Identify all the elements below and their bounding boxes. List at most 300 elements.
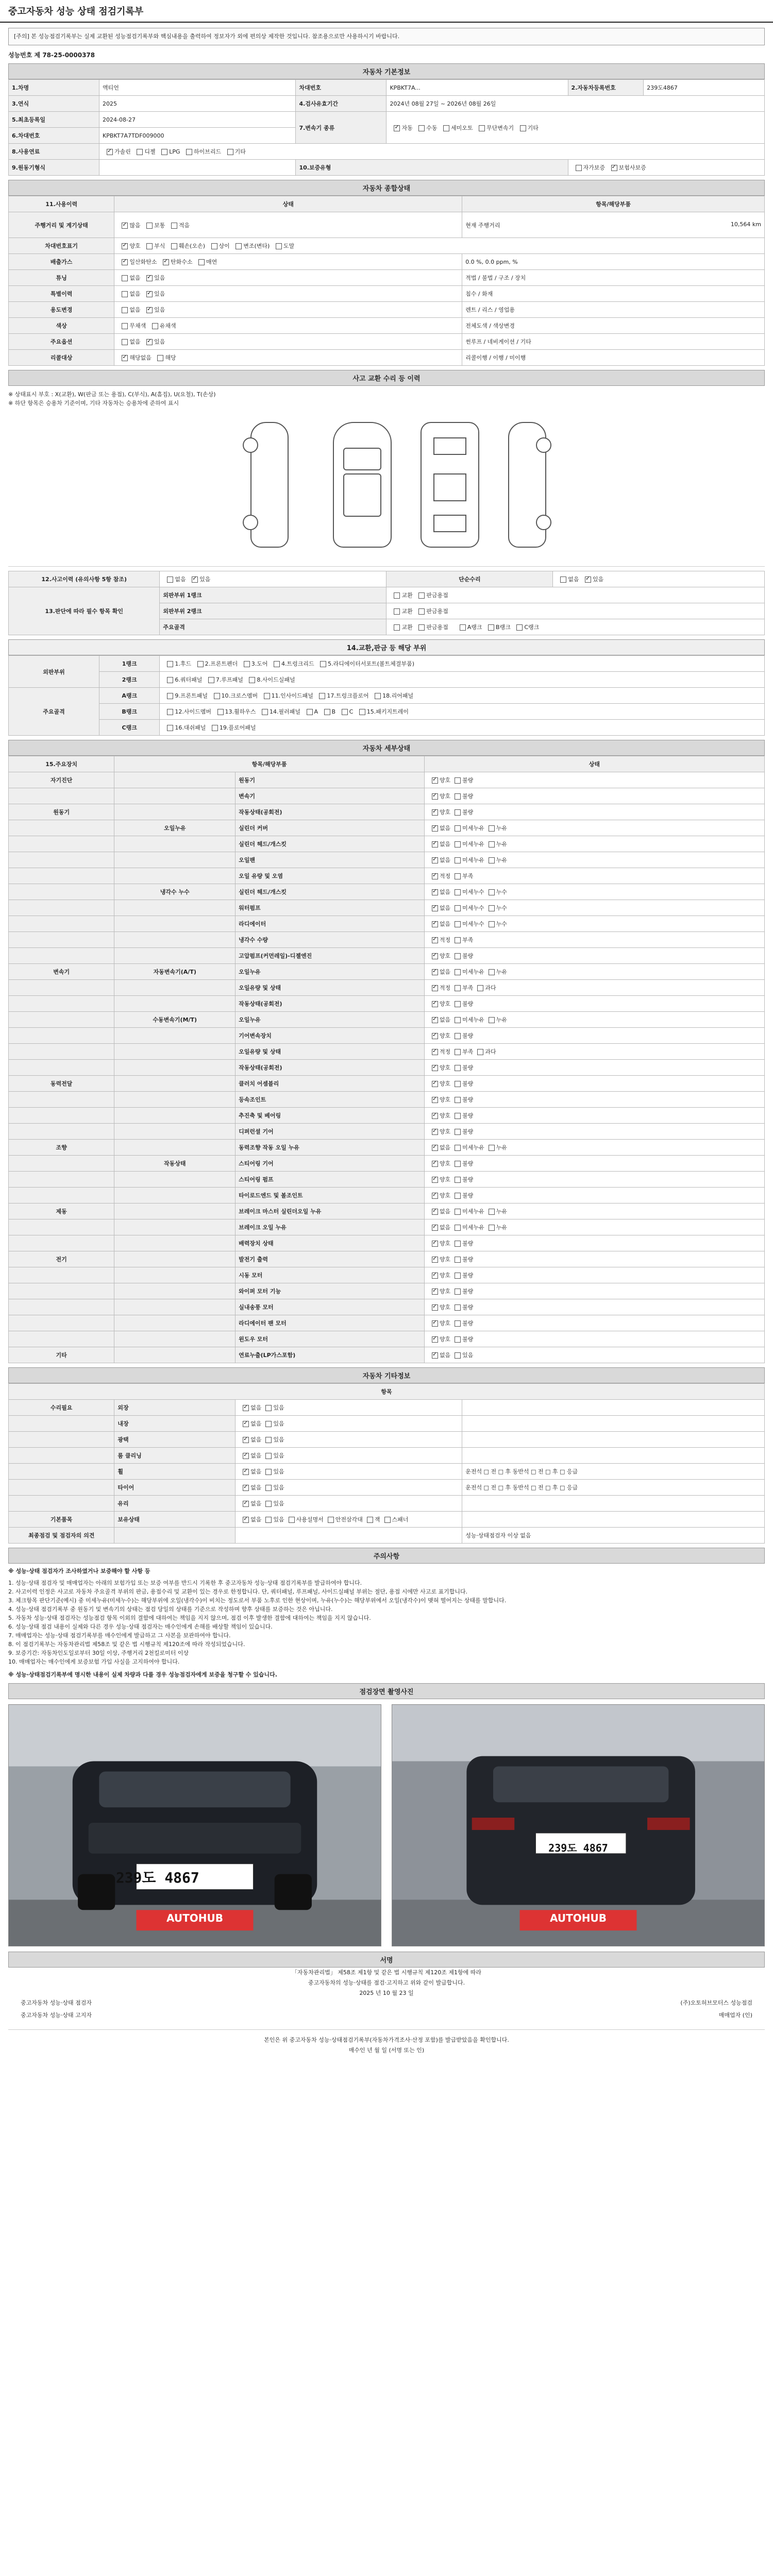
checkbox[interactable] bbox=[455, 825, 461, 832]
item-label: 클러치 어셈블리 bbox=[236, 1076, 425, 1092]
frame-member bbox=[433, 437, 466, 455]
group-label bbox=[9, 1235, 114, 1251]
option-label: 스패너 bbox=[392, 1516, 409, 1523]
checkbox[interactable] bbox=[477, 985, 483, 991]
sub-label: 오일누유 bbox=[114, 820, 236, 836]
checkbox[interactable] bbox=[418, 592, 425, 599]
checkbox[interactable] bbox=[585, 577, 591, 583]
checkbox[interactable] bbox=[432, 1304, 438, 1311]
checkbox[interactable] bbox=[146, 307, 153, 313]
item-label: 등속조인트 bbox=[236, 1092, 425, 1108]
state-options bbox=[236, 1448, 462, 1464]
option-label: 기타 bbox=[234, 148, 246, 155]
checkbox[interactable] bbox=[432, 1097, 438, 1103]
checkbox[interactable] bbox=[146, 339, 153, 345]
option-label: 없음 bbox=[439, 905, 451, 911]
checkbox[interactable] bbox=[262, 709, 268, 715]
option-label: 없음 bbox=[250, 1468, 262, 1475]
checkbox[interactable] bbox=[122, 323, 128, 329]
checkbox[interactable] bbox=[186, 149, 192, 155]
option-label: 불량 bbox=[462, 1256, 474, 1263]
checkbox[interactable] bbox=[455, 1257, 461, 1263]
option-label: A랭크 bbox=[467, 624, 482, 631]
group-label bbox=[9, 1060, 114, 1076]
checkbox[interactable] bbox=[432, 793, 438, 800]
item-label: 실린더 커버 bbox=[236, 820, 425, 836]
checkbox[interactable] bbox=[455, 1352, 461, 1359]
basic-info-table bbox=[8, 79, 765, 176]
checkbox[interactable] bbox=[167, 577, 173, 583]
checker-value: 매매업자 (인) bbox=[718, 2012, 752, 2019]
checkbox[interactable] bbox=[432, 1225, 438, 1231]
checkbox[interactable] bbox=[146, 291, 153, 297]
checkbox[interactable] bbox=[455, 1049, 461, 1055]
option-label: 있음 bbox=[273, 1468, 284, 1475]
checkbox[interactable] bbox=[146, 275, 153, 281]
checkbox[interactable] bbox=[443, 125, 449, 131]
checkbox[interactable] bbox=[236, 243, 242, 249]
checkbox[interactable] bbox=[455, 1017, 461, 1023]
checkbox[interactable] bbox=[455, 1289, 461, 1295]
receipt-block bbox=[8, 2029, 765, 2056]
checkbox[interactable] bbox=[489, 857, 495, 863]
checkbox[interactable] bbox=[455, 793, 461, 800]
table-row bbox=[9, 1108, 765, 1124]
checkbox[interactable] bbox=[171, 223, 177, 229]
checkbox[interactable] bbox=[367, 1517, 373, 1523]
option-label: 탄화수소 bbox=[171, 259, 193, 265]
checkbox[interactable] bbox=[455, 873, 461, 879]
checkbox[interactable] bbox=[432, 1001, 438, 1007]
checkbox[interactable] bbox=[394, 624, 400, 631]
rank-label: 2랭크 bbox=[99, 672, 160, 688]
checkbox[interactable] bbox=[107, 149, 113, 155]
checkbox[interactable] bbox=[432, 1257, 438, 1263]
checkbox[interactable] bbox=[319, 693, 325, 699]
checkbox[interactable] bbox=[489, 1209, 495, 1215]
checkbox[interactable] bbox=[122, 243, 128, 249]
group-label bbox=[9, 884, 114, 900]
sub-label bbox=[114, 1076, 236, 1092]
checkbox[interactable] bbox=[274, 661, 280, 667]
item-label: 배력장치 상태 bbox=[236, 1235, 425, 1251]
checkbox[interactable] bbox=[489, 905, 495, 911]
checkbox[interactable] bbox=[460, 624, 466, 631]
checkbox[interactable] bbox=[122, 259, 128, 265]
checkbox[interactable] bbox=[394, 608, 400, 615]
checkbox[interactable] bbox=[171, 243, 177, 249]
checkbox[interactable] bbox=[265, 1517, 272, 1523]
option-label: 미세누유 bbox=[462, 1144, 484, 1151]
checkbox[interactable] bbox=[560, 577, 566, 583]
checkbox[interactable] bbox=[455, 921, 461, 927]
checkbox[interactable] bbox=[167, 693, 173, 699]
checkbox[interactable] bbox=[167, 661, 173, 667]
option-label: 없음 bbox=[250, 1420, 262, 1427]
checkbox[interactable] bbox=[455, 1177, 461, 1183]
checkbox[interactable] bbox=[122, 223, 128, 229]
sub-label bbox=[114, 1235, 236, 1251]
group-label bbox=[9, 1108, 114, 1124]
item-label: 오일유량 및 상태 bbox=[236, 980, 425, 996]
checkbox[interactable] bbox=[157, 355, 163, 361]
checkbox[interactable] bbox=[265, 1469, 272, 1475]
row-note: 0.0 %, 0.0 ppm, % bbox=[462, 254, 765, 270]
checkbox[interactable] bbox=[455, 1225, 461, 1231]
row-label: 배출가스 bbox=[9, 254, 114, 270]
checkbox[interactable] bbox=[432, 1161, 438, 1167]
checkbox[interactable] bbox=[455, 905, 461, 911]
checkbox[interactable] bbox=[432, 1081, 438, 1087]
option-label: 하이브리드 bbox=[193, 148, 222, 155]
checkbox[interactable] bbox=[122, 355, 128, 361]
checkbox[interactable] bbox=[432, 889, 438, 895]
checkbox[interactable] bbox=[276, 243, 282, 249]
checkbox[interactable] bbox=[137, 149, 143, 155]
sub-label bbox=[114, 1331, 236, 1347]
checkbox[interactable] bbox=[122, 339, 128, 345]
checkbox[interactable] bbox=[489, 841, 495, 848]
checkbox[interactable] bbox=[432, 857, 438, 863]
checkbox[interactable] bbox=[432, 1320, 438, 1327]
parts-table bbox=[8, 655, 765, 736]
item-label: 타이로드엔드 및 볼조인트 bbox=[236, 1188, 425, 1204]
checkbox[interactable] bbox=[328, 1517, 334, 1523]
row-note: 침수 / 화재 bbox=[462, 286, 765, 302]
sub-label bbox=[114, 836, 236, 852]
checkbox[interactable] bbox=[455, 1336, 461, 1343]
checkbox[interactable] bbox=[455, 1065, 461, 1071]
item-label: 시동 모터 bbox=[236, 1267, 425, 1283]
option-label: 없음 bbox=[439, 889, 451, 895]
checkbox[interactable] bbox=[192, 577, 198, 583]
checkbox[interactable] bbox=[243, 1405, 249, 1411]
checkbox[interactable] bbox=[243, 1485, 249, 1491]
legend-line: ※ 하단 항목은 승용차 기준이며, 기타 자동차는 승용차에 준하여 표시 bbox=[8, 400, 179, 406]
checkbox[interactable] bbox=[243, 1437, 249, 1443]
checkbox[interactable] bbox=[432, 1241, 438, 1247]
checkbox[interactable] bbox=[432, 777, 438, 784]
checkbox[interactable] bbox=[418, 608, 425, 615]
option-label: 있음 bbox=[273, 1436, 284, 1443]
item-label: 실린더 헤드/개스킷 bbox=[236, 884, 425, 900]
table-row bbox=[9, 852, 765, 868]
warranty-options bbox=[568, 160, 764, 176]
checkbox[interactable] bbox=[611, 165, 617, 171]
checkbox[interactable] bbox=[455, 841, 461, 848]
checkbox[interactable] bbox=[243, 1421, 249, 1427]
checkbox[interactable] bbox=[163, 259, 169, 265]
checkbox[interactable] bbox=[418, 125, 425, 131]
option-label: 가솔린 bbox=[114, 148, 131, 155]
rank-label: C랭크 bbox=[99, 720, 160, 736]
checkbox[interactable] bbox=[167, 725, 173, 731]
section-title: 주의사항 bbox=[8, 1548, 765, 1564]
front-plate: 239도 4867 bbox=[115, 1869, 199, 1886]
group-label: 최종점검 및 점검자의 의견 bbox=[9, 1528, 114, 1544]
option-label: 적정 bbox=[439, 873, 451, 879]
checkbox[interactable] bbox=[243, 1453, 249, 1459]
checkbox[interactable] bbox=[455, 1097, 461, 1103]
group-label bbox=[9, 852, 114, 868]
group-label bbox=[9, 1012, 114, 1028]
state-options bbox=[424, 1251, 764, 1267]
checkbox[interactable] bbox=[489, 1145, 495, 1151]
item-label: 오일누유 bbox=[236, 1012, 425, 1028]
checkbox[interactable] bbox=[432, 1017, 438, 1023]
checkbox[interactable] bbox=[265, 1501, 272, 1507]
sign-date: 2025 년 10 월 23 일 bbox=[359, 1990, 414, 1996]
sub-label bbox=[114, 1140, 236, 1156]
checkbox[interactable] bbox=[455, 1304, 461, 1311]
state-options bbox=[424, 1283, 764, 1299]
sub-label: 수동변속기(M/T) bbox=[114, 1012, 236, 1028]
checkbox[interactable] bbox=[432, 1352, 438, 1359]
note-line: 4. 성능·상태 점검기록부 중 원동기 및 변속기의 상태는 점검 당일의 상태를 기준으로 작성하며 향후 상태를 보증하는 것은 아닙니다. bbox=[8, 1606, 333, 1613]
table-row bbox=[9, 1480, 765, 1496]
checkbox[interactable] bbox=[265, 1421, 272, 1427]
checkbox[interactable] bbox=[432, 1289, 438, 1295]
checkbox[interactable] bbox=[432, 985, 438, 991]
checkbox[interactable] bbox=[432, 1177, 438, 1183]
checkbox[interactable] bbox=[432, 921, 438, 927]
checkbox[interactable] bbox=[432, 969, 438, 975]
option-label: 과다 bbox=[485, 1048, 496, 1055]
checkbox[interactable] bbox=[432, 1033, 438, 1039]
sub-label bbox=[114, 1315, 236, 1331]
checkbox[interactable] bbox=[122, 291, 128, 297]
checkbox[interactable] bbox=[432, 905, 438, 911]
option-label: B랭크 bbox=[496, 624, 511, 631]
section-title: 자동차 기타정보 bbox=[8, 1367, 765, 1383]
checkbox[interactable] bbox=[516, 624, 523, 631]
checkbox[interactable] bbox=[212, 725, 218, 731]
checkbox[interactable] bbox=[455, 1001, 461, 1007]
checkbox[interactable] bbox=[455, 1081, 461, 1087]
state-options bbox=[424, 1219, 764, 1235]
checkbox[interactable] bbox=[265, 1437, 272, 1443]
checkbox[interactable] bbox=[432, 1209, 438, 1215]
checkbox[interactable] bbox=[455, 1161, 461, 1167]
checkbox[interactable] bbox=[489, 969, 495, 975]
checkbox[interactable] bbox=[479, 125, 485, 131]
checkbox[interactable] bbox=[152, 323, 158, 329]
checkbox[interactable] bbox=[320, 661, 326, 667]
checkbox[interactable] bbox=[265, 1453, 272, 1459]
checkbox[interactable] bbox=[265, 1405, 272, 1411]
option-label: 17.트렁크플로어 bbox=[327, 692, 369, 699]
group-label bbox=[9, 1315, 114, 1331]
checkbox[interactable] bbox=[161, 149, 167, 155]
checkbox[interactable] bbox=[455, 953, 461, 959]
checkbox[interactable] bbox=[489, 825, 495, 832]
checkbox[interactable] bbox=[394, 592, 400, 599]
checkbox[interactable] bbox=[432, 873, 438, 879]
checkbox[interactable] bbox=[432, 1336, 438, 1343]
group-label: 외판부위 bbox=[9, 656, 99, 688]
group-label: 조향 bbox=[9, 1140, 114, 1156]
checkbox[interactable] bbox=[432, 937, 438, 943]
group-label bbox=[9, 820, 114, 836]
checkbox[interactable] bbox=[455, 1320, 461, 1327]
checkbox[interactable] bbox=[359, 709, 365, 715]
checkbox[interactable] bbox=[432, 953, 438, 959]
option-label: 9.프론트패널 bbox=[175, 692, 208, 699]
checkbox[interactable] bbox=[455, 777, 461, 784]
checkbox[interactable] bbox=[227, 149, 233, 155]
checkbox[interactable] bbox=[324, 709, 330, 715]
option-label: 5.라디에이터서포트(볼트체결부품) bbox=[328, 660, 414, 667]
checkbox[interactable] bbox=[489, 889, 495, 895]
section-title: 사고 교환 수리 등 이력 bbox=[8, 370, 765, 386]
cert-number: 78-25-0000378 bbox=[42, 52, 95, 59]
table-row bbox=[9, 1251, 765, 1267]
checkbox[interactable] bbox=[489, 921, 495, 927]
cell-label: 6.차대번호 bbox=[9, 128, 99, 144]
page-title: 중고자동차 성능 상태 점검기록부 bbox=[8, 6, 144, 17]
checkbox[interactable] bbox=[289, 1517, 295, 1523]
sub-label bbox=[114, 1092, 236, 1108]
checkbox[interactable] bbox=[122, 275, 128, 281]
checkbox[interactable] bbox=[432, 841, 438, 848]
option-label: 1.후드 bbox=[175, 660, 192, 667]
checkbox[interactable] bbox=[455, 1241, 461, 1247]
option-label: 없음 bbox=[250, 1516, 262, 1523]
checkbox[interactable] bbox=[167, 677, 173, 683]
checkbox[interactable] bbox=[455, 985, 461, 991]
part-items bbox=[160, 656, 765, 672]
checkbox[interactable] bbox=[418, 624, 425, 631]
checkbox[interactable] bbox=[244, 661, 250, 667]
checkbox[interactable] bbox=[432, 1145, 438, 1151]
group-label: 주요골격 bbox=[9, 688, 99, 736]
checkbox[interactable] bbox=[455, 937, 461, 943]
wheel-icon bbox=[536, 515, 551, 530]
row-sub: 주요골격 bbox=[160, 619, 386, 635]
checkbox[interactable] bbox=[477, 1049, 483, 1055]
sub-label bbox=[114, 948, 236, 964]
cell-label: 4.검사유효기간 bbox=[296, 96, 386, 112]
checkbox[interactable] bbox=[146, 243, 153, 249]
cell-value: 239도4867 bbox=[644, 80, 765, 96]
checkbox[interactable] bbox=[243, 1469, 249, 1475]
checkbox[interactable] bbox=[455, 857, 461, 863]
checkbox[interactable] bbox=[394, 125, 400, 131]
front-photo bbox=[8, 1704, 381, 1946]
option-label: 누수 bbox=[496, 905, 507, 911]
note-line: 5. 자동차 성능·상태 점검자는 성능점검 항목 이외의 결함에 대하여는 책임을 지지 않으며, 점검 이후 발생한 결함에 대하여는 책임을 지지 않습니다. bbox=[8, 1615, 371, 1621]
option-label: 일산화탄소 bbox=[129, 259, 157, 265]
accident-table-wrap bbox=[8, 571, 765, 736]
checkbox[interactable] bbox=[432, 1273, 438, 1279]
checkbox[interactable] bbox=[375, 693, 381, 699]
checkbox[interactable] bbox=[122, 307, 128, 313]
group-label bbox=[9, 1028, 114, 1044]
option-label: 불량 bbox=[462, 1320, 474, 1327]
checkbox[interactable] bbox=[217, 709, 224, 715]
notice-box: [주의] 본 성능점검기록부는 실제 교환된 성능점검기록부와 핵심내용을 출력하여 정보자가 외에 편의상 제작한 것입니다. 참조용으로만 사용하시기 바랍니다. bbox=[8, 28, 765, 45]
checkbox[interactable] bbox=[208, 677, 214, 683]
checkbox[interactable] bbox=[432, 1065, 438, 1071]
option-label: 누유 bbox=[496, 1208, 507, 1215]
checkbox[interactable] bbox=[243, 1517, 249, 1523]
group-label bbox=[9, 1283, 114, 1299]
checkbox[interactable] bbox=[455, 1273, 461, 1279]
checkbox[interactable] bbox=[265, 1485, 272, 1491]
checkbox[interactable] bbox=[249, 677, 255, 683]
checkbox[interactable] bbox=[576, 165, 582, 171]
checkbox[interactable] bbox=[243, 1501, 249, 1507]
option-label: 18.리어패널 bbox=[382, 692, 414, 699]
checkbox[interactable] bbox=[432, 1049, 438, 1055]
checkbox[interactable] bbox=[146, 223, 153, 229]
table-row bbox=[9, 996, 765, 1012]
checkbox[interactable] bbox=[488, 624, 494, 631]
checkbox[interactable] bbox=[432, 1193, 438, 1199]
checkbox[interactable] bbox=[342, 709, 348, 715]
checkbox[interactable] bbox=[455, 1145, 461, 1151]
checkbox[interactable] bbox=[455, 1129, 461, 1135]
checkbox[interactable] bbox=[167, 709, 173, 715]
checkbox[interactable] bbox=[455, 1033, 461, 1039]
checkbox[interactable] bbox=[432, 1129, 438, 1135]
checkbox[interactable] bbox=[455, 1193, 461, 1199]
option-label: 불량 bbox=[462, 1032, 474, 1039]
option-label: 양호 bbox=[439, 1176, 451, 1183]
option-label: 4.트렁크리드 bbox=[281, 660, 314, 667]
sub-label bbox=[114, 1172, 236, 1188]
option-label: 16.대쉬패널 bbox=[175, 724, 206, 731]
sub-section-title: 14.교환,판금 등 해당 부위 bbox=[8, 639, 765, 655]
option-label: 미세누유 bbox=[462, 857, 484, 863]
checkbox[interactable] bbox=[211, 243, 217, 249]
rank-label: A랭크 bbox=[99, 688, 160, 704]
option-label: 있음 bbox=[273, 1516, 284, 1523]
option-label: 누유 bbox=[496, 841, 507, 848]
cell-value: KPBKT7A... bbox=[386, 80, 568, 96]
checkbox[interactable] bbox=[214, 693, 220, 699]
checkbox[interactable] bbox=[520, 125, 526, 131]
checkbox[interactable] bbox=[197, 661, 204, 667]
checkbox[interactable] bbox=[455, 1209, 461, 1215]
checkbox[interactable] bbox=[489, 1225, 495, 1231]
checkbox[interactable] bbox=[455, 809, 461, 816]
checkbox[interactable] bbox=[455, 889, 461, 895]
table-row bbox=[9, 1528, 765, 1544]
checkbox[interactable] bbox=[455, 969, 461, 975]
checkbox[interactable] bbox=[384, 1517, 391, 1523]
checkbox[interactable] bbox=[307, 709, 313, 715]
option-label: 무단변속기 bbox=[486, 124, 514, 131]
state-options bbox=[424, 1267, 764, 1283]
option-label: C랭크 bbox=[524, 624, 540, 631]
option-label: 불량 bbox=[462, 1160, 474, 1167]
checkbox[interactable] bbox=[198, 259, 205, 265]
checkbox[interactable] bbox=[432, 825, 438, 832]
checkbox[interactable] bbox=[432, 1113, 438, 1119]
state-options bbox=[424, 1092, 764, 1108]
checkbox[interactable] bbox=[455, 1113, 461, 1119]
cell-label: 7.변속기 종류 bbox=[296, 112, 386, 144]
row-sub: 외판부위 2랭크 bbox=[160, 603, 386, 619]
item-label: 오일 유량 및 오염 bbox=[236, 868, 425, 884]
cell-value: 2025 bbox=[99, 96, 296, 112]
group-label bbox=[9, 996, 114, 1012]
checkbox[interactable] bbox=[264, 693, 270, 699]
checkbox[interactable] bbox=[489, 1017, 495, 1023]
checkbox[interactable] bbox=[432, 809, 438, 816]
option-label: 기타 bbox=[527, 124, 539, 131]
